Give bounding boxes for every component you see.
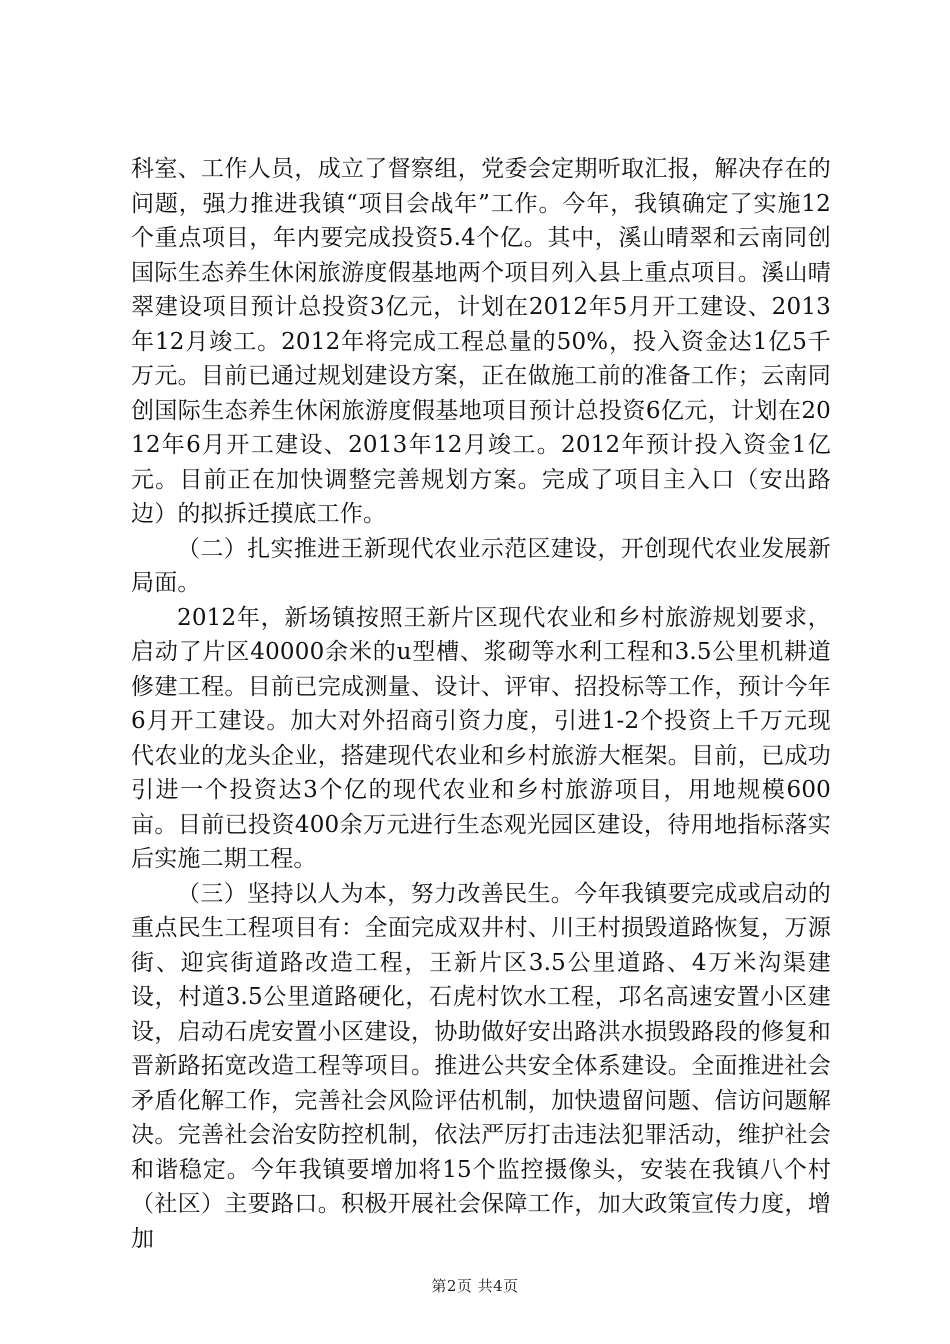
- document-body: [131, 152, 831, 1256]
- paragraph-livelihood: （三）坚持以人为本，努力改善民生。今年我镇要完成或启动的重点民生工程项目有：全面完成双井村、川王村损毁道路恢复，万源街、迎宾街道路改造工程，王新片区3.5公里道路、4万米沟渠建设，村道3.5公里道路硬化，石虎村饮水工程，邛名高速安置小区建设，启动石虎安置小区建设，协助做好安出路洪水损毁路段的修复和晋新路拓宽改造工程等项目。推进公共安全体系建设。全面推进社会矛盾化解工作，完善社会风险评估机制，加快遗留问题、信访问题解决。完善社会治安防控机制，依法严厉打击违法犯罪活动，维护社会和谐稳定。今年我镇要增加将15个监控摄像头，安装在我镇八个村（社区）主要路口。积极开展社会保障工作，加大政策宣传力度，增加: [131, 880, 831, 1252]
- paragraph-project-summary: 科室、工作人员，成立了督察组，党委会定期听取汇报，解决存在的问题，强力推进我镇“项目会战年”工作。今年，我镇确定了实施12个重点项目，年内要完成投资5.4个亿。其中，溪山晴翠和云南同创国际生态养生休闲旅游度假基地两个项目列入县上重点项目。溪山晴翠建设项目预计总投资3亿元，计划在2012年5月开工建设、2013年12月竣工。2012年将完成工程总量的50%，投入资金达1亿5千万元。目前已通过规划建设方案，正在做施工前的准备工作；云南同创国际生态养生休闲旅游度假基地项目预计总投资6亿元，计划在2012年6月开工建设、2013年12月竣工。2012年预计投入资金1亿元。目前正在加快调整完善规划方案。完成了项目主入口（安出路边）的拟拆迁摸底工作。: [131, 156, 831, 527]
- section-heading-agriculture: （二）扎实推进王新现代农业示范区建设，开创现代农业发展新局面。: [131, 535, 831, 596]
- page-number-footer: 第2页 共4页: [431, 1277, 519, 1295]
- paragraph-agriculture: 2012年，新场镇按照王新片区现代农业和乡村旅游规划要求，启动了片区40000余米的u型槽、浆砌等水利工程和3.5公里机耕道修建工程。目前已完成测量、设计、评审、招投标等工作，预计今年6月开工建设。加大对外招商引资力度，引进1-2个投资上千万元现代农业的龙头企业，搭建现代农业和乡村旅游大框架。目前，已成功引进一个投资达3个亿的现代农业和乡村旅游项目，用地规模600亩。目前已投资400余万元进行生态观光园区建设，待用地指标落实后实施二期工程。: [131, 604, 831, 872]
